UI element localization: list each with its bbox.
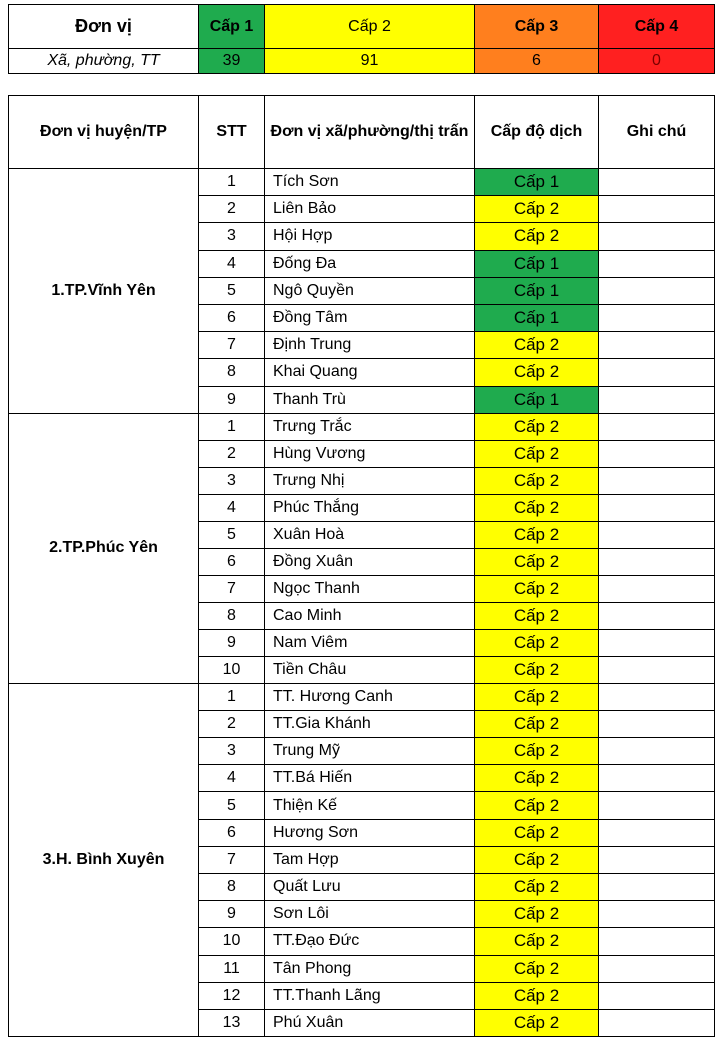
note-cell xyxy=(599,413,715,440)
commune-name-cell: Phú Xuân xyxy=(265,1009,475,1036)
level-cell: Cấp 2 xyxy=(475,602,599,629)
commune-name-cell: Tiền Châu xyxy=(265,656,475,683)
commune-name-cell: Hương Sơn xyxy=(265,819,475,846)
note-cell xyxy=(599,521,715,548)
summary-count-level1: 39 xyxy=(199,49,265,74)
commune-name-cell: Xuân Hoà xyxy=(265,521,475,548)
level-cell: Cấp 1 xyxy=(475,304,599,331)
stt-cell: 2 xyxy=(199,440,265,467)
commune-name-cell: Ngô Quyền xyxy=(265,277,475,304)
note-cell xyxy=(599,386,715,413)
commune-name-cell: Tích Sơn xyxy=(265,169,475,196)
commune-name-cell: Quất Lưu xyxy=(265,874,475,901)
main-header-row xyxy=(9,96,715,169)
stt-cell: 4 xyxy=(199,250,265,277)
stt-cell: 2 xyxy=(199,710,265,737)
note-cell xyxy=(599,874,715,901)
stt-cell: 5 xyxy=(199,792,265,819)
commune-name-cell: Ngọc Thanh xyxy=(265,575,475,602)
district-cell: 2.TP.Phúc Yên xyxy=(9,413,199,683)
note-cell xyxy=(599,332,715,359)
commune-name-cell: TT. Hương Canh xyxy=(265,683,475,710)
level-cell: Cấp 2 xyxy=(475,359,599,386)
stt-cell: 6 xyxy=(199,819,265,846)
level-cell: Cấp 2 xyxy=(475,846,599,873)
stt-cell: 2 xyxy=(199,196,265,223)
commune-name-cell: Liên Bảo xyxy=(265,196,475,223)
level-cell: Cấp 2 xyxy=(475,440,599,467)
note-cell xyxy=(599,575,715,602)
level-cell: Cấp 2 xyxy=(475,548,599,575)
level-cell: Cấp 2 xyxy=(475,738,599,765)
stt-cell: 1 xyxy=(199,169,265,196)
level-cell: Cấp 2 xyxy=(475,683,599,710)
commune-name-cell: Tân Phong xyxy=(265,955,475,982)
main-body xyxy=(9,169,715,1037)
note-cell xyxy=(599,792,715,819)
header-district: Đơn vị huyện/TP xyxy=(9,96,199,169)
commune-name-cell: Hùng Vương xyxy=(265,440,475,467)
stt-cell: 9 xyxy=(199,386,265,413)
commune-name-cell: Định Trung xyxy=(265,332,475,359)
commune-name-cell: Trung Mỹ xyxy=(265,738,475,765)
summary-count-row xyxy=(9,49,715,74)
note-cell xyxy=(599,982,715,1009)
note-cell xyxy=(599,738,715,765)
commune-name-cell: Đống Đa xyxy=(265,250,475,277)
summary-header-level4: Cấp 4 xyxy=(599,5,715,49)
stt-cell: 4 xyxy=(199,765,265,792)
summary-count-level4: 0 xyxy=(599,49,715,74)
stt-cell: 10 xyxy=(199,656,265,683)
note-cell xyxy=(599,169,715,196)
stt-cell: 8 xyxy=(199,359,265,386)
table-row xyxy=(9,683,715,710)
note-cell xyxy=(599,250,715,277)
summary-header-row xyxy=(9,5,715,49)
commune-name-cell: Phúc Thắng xyxy=(265,494,475,521)
level-cell: Cấp 1 xyxy=(475,386,599,413)
commune-name-cell: Đồng Tâm xyxy=(265,304,475,331)
level-cell: Cấp 2 xyxy=(475,765,599,792)
level-cell: Cấp 1 xyxy=(475,169,599,196)
note-cell xyxy=(599,196,715,223)
summary-header-unit: Đơn vị xyxy=(9,5,199,49)
level-cell: Cấp 2 xyxy=(475,901,599,928)
commune-name-cell: Đồng Xuân xyxy=(265,548,475,575)
level-cell: Cấp 2 xyxy=(475,1009,599,1036)
commune-name-cell: Thanh Trù xyxy=(265,386,475,413)
stt-cell: 1 xyxy=(199,413,265,440)
stt-cell: 13 xyxy=(199,1009,265,1036)
note-cell xyxy=(599,656,715,683)
commune-name-cell: Thiện Kế xyxy=(265,792,475,819)
note-cell xyxy=(599,359,715,386)
stt-cell: 12 xyxy=(199,982,265,1009)
stt-cell: 6 xyxy=(199,304,265,331)
stt-cell: 3 xyxy=(199,738,265,765)
stt-cell: 9 xyxy=(199,629,265,656)
stt-cell: 11 xyxy=(199,955,265,982)
note-cell xyxy=(599,629,715,656)
commune-name-cell: TT.Bá Hiến xyxy=(265,765,475,792)
summary-header-level2: Cấp 2 xyxy=(265,5,475,49)
level-cell: Cấp 2 xyxy=(475,332,599,359)
commune-name-cell: Tam Hợp xyxy=(265,846,475,873)
stt-cell: 4 xyxy=(199,494,265,521)
note-cell xyxy=(599,467,715,494)
level-cell: Cấp 2 xyxy=(475,629,599,656)
note-cell xyxy=(599,846,715,873)
level-cell: Cấp 2 xyxy=(475,955,599,982)
table-row xyxy=(9,413,715,440)
note-cell xyxy=(599,1009,715,1036)
stt-cell: 3 xyxy=(199,467,265,494)
summary-header-level1: Cấp 1 xyxy=(199,5,265,49)
commune-name-cell: TT.Thanh Lãng xyxy=(265,982,475,1009)
level-cell: Cấp 2 xyxy=(475,874,599,901)
note-cell xyxy=(599,602,715,629)
note-cell xyxy=(599,304,715,331)
level-cell: Cấp 2 xyxy=(475,792,599,819)
note-cell xyxy=(599,819,715,846)
stt-cell: 3 xyxy=(199,223,265,250)
commune-name-cell: Sơn Lôi xyxy=(265,901,475,928)
stt-cell: 7 xyxy=(199,575,265,602)
stt-cell: 8 xyxy=(199,874,265,901)
note-cell xyxy=(599,683,715,710)
stt-cell: 9 xyxy=(199,901,265,928)
stt-cell: 8 xyxy=(199,602,265,629)
main-table xyxy=(8,95,715,1037)
level-cell: Cấp 2 xyxy=(475,982,599,1009)
level-cell: Cấp 2 xyxy=(475,710,599,737)
note-cell xyxy=(599,710,715,737)
level-cell: Cấp 2 xyxy=(475,928,599,955)
level-cell: Cấp 2 xyxy=(475,656,599,683)
note-cell xyxy=(599,955,715,982)
commune-name-cell: Nam Viêm xyxy=(265,629,475,656)
stt-cell: 6 xyxy=(199,548,265,575)
level-cell: Cấp 2 xyxy=(475,467,599,494)
header-stt: STT xyxy=(199,96,265,169)
stt-cell: 7 xyxy=(199,846,265,873)
district-cell: 3.H. Bình Xuyên xyxy=(9,683,199,1036)
commune-name-cell: TT.Gia Khánh xyxy=(265,710,475,737)
note-cell xyxy=(599,765,715,792)
header-note: Ghi chú xyxy=(599,96,715,169)
stt-cell: 5 xyxy=(199,521,265,548)
header-commune: Đơn vị xã/phường/thị trấn xyxy=(265,96,475,169)
header-level: Cấp độ dịch xyxy=(475,96,599,169)
level-cell: Cấp 1 xyxy=(475,250,599,277)
stt-cell: 10 xyxy=(199,928,265,955)
note-cell xyxy=(599,223,715,250)
stt-cell: 1 xyxy=(199,683,265,710)
commune-name-cell: TT.Đạo Đức xyxy=(265,928,475,955)
note-cell xyxy=(599,548,715,575)
stt-cell: 7 xyxy=(199,332,265,359)
commune-name-cell: Cao Minh xyxy=(265,602,475,629)
note-cell xyxy=(599,277,715,304)
commune-name-cell: Hội Hợp xyxy=(265,223,475,250)
stt-cell: 5 xyxy=(199,277,265,304)
level-cell: Cấp 2 xyxy=(475,819,599,846)
note-cell xyxy=(599,440,715,467)
level-cell: Cấp 2 xyxy=(475,413,599,440)
commune-name-cell: Trưng Nhị xyxy=(265,467,475,494)
summary-count-level3: 6 xyxy=(475,49,599,74)
level-cell: Cấp 2 xyxy=(475,223,599,250)
commune-name-cell: Trưng Trắc xyxy=(265,413,475,440)
note-cell xyxy=(599,928,715,955)
commune-name-cell: Khai Quang xyxy=(265,359,475,386)
level-cell: Cấp 1 xyxy=(475,277,599,304)
note-cell xyxy=(599,494,715,521)
level-cell: Cấp 2 xyxy=(475,494,599,521)
table-row xyxy=(9,169,715,196)
level-cell: Cấp 2 xyxy=(475,196,599,223)
summary-row-label: Xã, phường, TT xyxy=(9,49,199,74)
summary-table xyxy=(8,4,715,74)
summary-count-level2: 91 xyxy=(265,49,475,74)
district-cell: 1.TP.Vĩnh Yên xyxy=(9,169,199,414)
summary-header-level3: Cấp 3 xyxy=(475,5,599,49)
level-cell: Cấp 2 xyxy=(475,575,599,602)
level-cell: Cấp 2 xyxy=(475,521,599,548)
note-cell xyxy=(599,901,715,928)
